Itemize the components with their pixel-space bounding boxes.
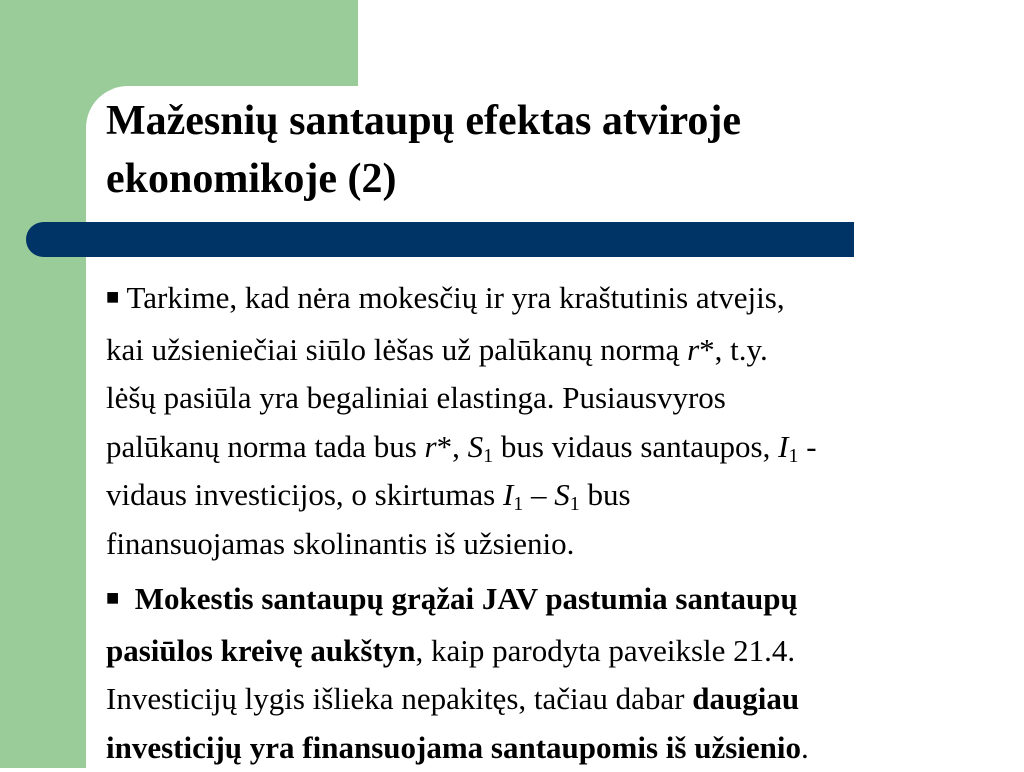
p1-var-i: I xyxy=(778,428,789,464)
p1-text-4: lėšų pasiūla yra begaliniai elastinga. Pusiausvyros xyxy=(106,380,726,415)
p1-text-7: bus vidaus santaupos, xyxy=(500,428,771,464)
p1-var-r: r xyxy=(687,331,700,367)
slide-title xyxy=(106,92,986,208)
p1-text-10: bus xyxy=(587,477,631,512)
p1-text-9: vidaus investicijos, o skirtumas xyxy=(106,477,496,512)
p1-text-1: Tarkime, kad nėra mokesčių ir yra kraštutinis atvejis, xyxy=(126,280,785,315)
p2-bold-2: pasiūlos kreivę aukštyn xyxy=(106,632,416,668)
p1-text-3: *, t.y. xyxy=(699,331,768,367)
square-bullet-icon: ■ xyxy=(106,284,120,309)
p1-sub-s: 1 xyxy=(483,444,494,467)
p1-var-i-2: I xyxy=(502,477,514,512)
p1-text-8: - xyxy=(806,428,817,464)
p1-text-2: kai užsieniečiai siūlo lėšas už palūkanų normą xyxy=(106,331,680,367)
p1-sub-i: 1 xyxy=(788,444,799,467)
p1-dash: – xyxy=(531,477,547,512)
p1-var-s: S xyxy=(467,428,484,464)
slide-title-line-1: Mažesnių santaupų efektas atviroje xyxy=(106,98,742,144)
title-underline-bar xyxy=(26,222,854,257)
p2-bold-3: daugiau xyxy=(692,681,800,716)
slide-title-line-2: ekonomikoje (2) xyxy=(106,156,397,202)
p2-text-1: , kaip parodyta paveiksle 21.4. xyxy=(415,632,796,668)
bullet-paragraph-1 xyxy=(106,274,1018,568)
bullet-paragraph-2 xyxy=(106,575,1018,772)
p2-bold-4: investicijų yra finansuojama santaupomis iš užsienio xyxy=(106,729,802,765)
p2-text-2: Investicijų lygis išlieka nepakitęs, tačiau dabar xyxy=(106,681,685,716)
p1-text-11: finansuojamas skolinantis iš užsienio. xyxy=(106,525,575,561)
p2-text-3: . xyxy=(801,729,809,765)
square-bullet-icon: ■ xyxy=(106,585,120,610)
p1-text-6: *, xyxy=(436,428,460,464)
p1-var-s-2: S xyxy=(554,477,570,512)
p1-sub-s-2: 1 xyxy=(569,493,580,515)
p2-bold-1: Mokestis santaupų grąžai JAV pastumia santaupų xyxy=(134,581,798,616)
p1-text-5: palūkanų norma tada bus xyxy=(106,428,417,464)
p1-var-r-2: r xyxy=(424,428,437,464)
slide-body xyxy=(106,274,1018,772)
p1-sub-i-2: 1 xyxy=(513,493,524,515)
